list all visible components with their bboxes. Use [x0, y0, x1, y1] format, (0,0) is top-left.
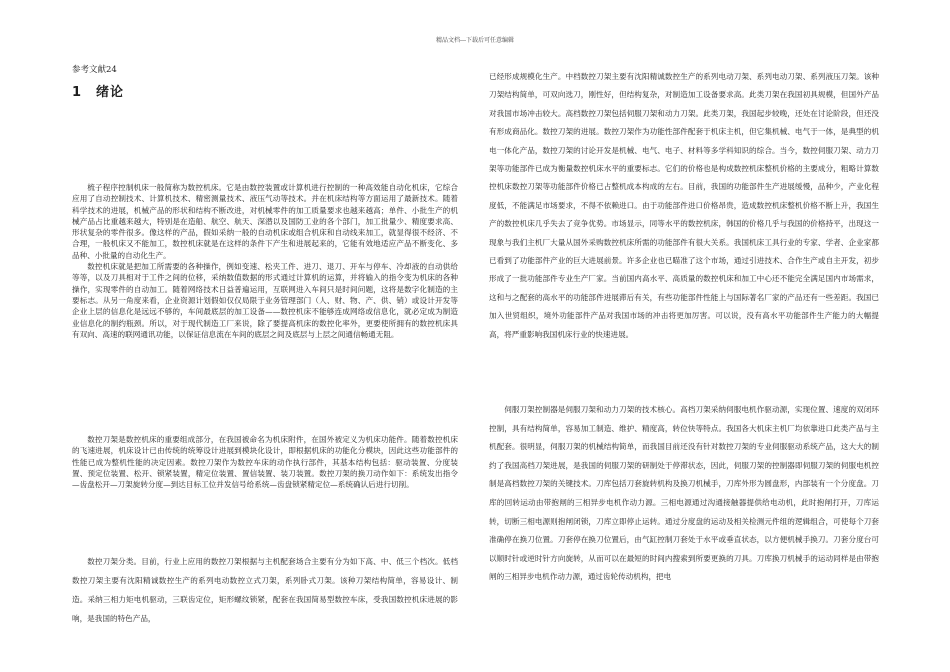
paragraph: 数控刀架分类。目前，行业上应用的数控刀架根据与主机配套场合主要有分为如下高、中、低三个档次。低档数控刀架主要有沈阳精诚数控生产的系列电动数控立式刀架，系列卧式刀架。该种刀架结构简单，容易设计、制造。采纳三相力矩电机驱动，三联齿定位，矩形螺纹锁紧，配套在我国简易型数控车床，受我国数控机床进展的影响，是我国的特色产品， [72, 557, 458, 623]
left-paragraphs-3 [72, 552, 458, 628]
section-title: 绪论 [96, 85, 125, 100]
right-paragraphs-2 [489, 401, 879, 587]
left-paragraphs-2 [72, 434, 458, 490]
paragraph: 已经形成规模化生产。中档数控刀架主要有沈阳精诚数控生产的系列电动刀架、系列电动刀架、系列液压刀架。该种刀架结构简单，可双向选刀，刚性好，但结构复杂，对制造加工设备要求高。此类刀架在我国初具规模，但国外产品对我国市场冲击较大。高档数控刀架包括伺服刀架和动力刀架。此类刀架，我国起步较晚，还处在讨论阶段，但还没有形成商品化。数控刀架的进展。数控刀架作为功能性部件配套于机床主机，但它集机械、电气于一体，是典型的机电一体化产品，数控刀架的讨论开发是机械、电气、电子、材料等多学科知识的综合。当今，数控伺服刀架、动力刀架等功能部件已成为衡量数控机床水平的重要标志。它们的价格也是构成数控机床整机价格的主要成分，粗略计算数控机床数控刀架等功能部件价格已占整机成本构成的左右。目前，我国的功能部件生产进展缓慢，品种少，产业化程度低，不能满足市场要求，不得不依赖进口。由于功能部件进口价格昂贵，造成数控机床整机价格不断上升，我国生产的数控机床几乎失去了竞争优势。市场显示，同等水平的数控机床，韩国的价格几乎与我国的价格持平，出现这一现象与我们主机厂大量从国外采购数控机床所需的功能部件有很大关系。我国机床工具行业的专家、学者、企业家都已看到了功能部件产业的巨大进展前景。许多企业也已瞄准了这个市场，通过引进技术、合作生产或自主开发，初步形成了一批功能部件专业生产厂家。当前国内高水平、高质量的数控机床和加工中心还不能完全满足国内市场需求，这和与之配套的高水平的功能部件进展滞后有关，有些功能部件性能上与国际著名厂家的产品还有一些差距。我国已加入世贸组织，境外功能部件产品对我国市场的冲击将更加厉害。可以说，没有高水平功能部件生产能力的大幅提高，将严重影响我国机床行业的快速进展。 [489, 72, 879, 339]
section-number: 1 [72, 85, 83, 100]
paragraph: 数控机床就是把加工所需要的各种操作，例如变速、松夹工件、进刀、退刀、开车与停车、冷却液的自动供给等等，以及刀具相对于工件之间的位移，采纳数值数据的形式通过计算机的运算，并将输入的指令变为机床的各种操作，实现零件的自动加工。随着网络技术日益普遍运用，互联网进入车间只是时间问题，这将是数字化制造的主要标志。从另一角度来看，企业资源计划假如仅仅局限于业务管理部门（人、财、物、产、供、销）或设计开发等企业上层的信息化是远远不够的，车间最底层的加工设备——数控机床不能够连成网络或信息化，就必定成为制造业信息化的制约瓶颈。所以，对于现代制造工厂来说，除了要提高机床的数控化率外，更要使所拥有的数控机床具有双向、高速的联网通讯功能，以保证信息流在车间的底层之间及底层与上层之间通信畅通无阻。 [72, 262, 458, 339]
page-header: 精品文档---下载后可任意编辑 [435, 37, 515, 44]
left-paragraphs-1 [72, 182, 458, 340]
section-heading [72, 81, 124, 100]
paragraph: 数控刀架是数控机床的重要组成部分，在我国被命名为机床附件，在国外被定义为机床功能件。随着数控机床的飞速进展，机床设计已由传统的统筹设计进展到模块化设计，即根据机床的功能化分模块，因此这些功能部件的性能已成为整机性能的决定因素。数控刀架作为数控车床的动作执行部件，其基本结构包括：驱动装置、分度装置、预定位装置、松开、锁紧装置，精定位装置、置信装置、装刀装置。数控刀架的换刀动作如下：系统发出指令—齿盘松开—刀架旋转分度—到达目标工位并发信号给系统—齿盘锁紧精定位—系统确认后进行切削。 [72, 435, 458, 490]
reference-label: 参考文献24 [72, 65, 117, 75]
paragraph: 梳子程序控制机床一般简称为数控机床。它是由数控装置或计算机进行控制的一种高效能自动化机床，它综合应用了自动控制技术、计算机技术、精密测量技术、液压气动等技术。并在机床结构等方面运用了最新技术。随着科学技术的进展，机械产品的形状和结构不断改进，对机械零件的加工质量要求也越来越高；单件、小批生产的机械产品占比重越来越大，特别是在造船、航空、航天、深潜以及国防工业的各个部门，加工批量少、精度要求高、形状复杂的零件很多。像这样的产品，假如采纳一般的自动机床或组合机床和自动线来加工，就显得很不经济、不合理，一般机床又不能加工，数控机床就是在这样的条件下产生和进展起来的，它能有效地适应产品不断变化、多品种、小批量的自动化生产。 [72, 183, 458, 260]
paragraph: 伺服刀架控制器是伺服刀架和动力刀架的技术核心。高档刀架采纳伺服电机作驱动源，实现位置、速度的双闭环控制，具有结构简单，容易加工制造、维护、精度高，转位快等特点。我国各大机床主机厂均依靠进口此类产品与主机配套。很明显，伺服刀架的机械结构简单，而我国目前还没有针对数控刀架的专业伺服驱动系统产品，这大大的制约了我国高档刀架进展，是我国的伺服刀架的研制处于停滞状态，因此，伺服刀架的控制器即伺服刀架的伺服电机控制是高档数控刀架的关键技术。刀库包括刀套旋转机构及换刀机械手，刀库外形为圆盘形，内部装有一个分度盘。刀库的回转运动由带抱闸的三相异步电机作动力源。三相电源通过沟通接触器提供给电动机，此时抱闸打开，刀库运转，切断三相电源则抱闸闭锁，刀库立即停止运转。通过分度盘的运动及相关检测元件组的逻辑组合，可使每个刀套准确停在换刀位置。刀套停在换刀位置后，由气缸控制刀套处于水平或垂直状态，以方便机械手换刀。刀套分度台可以顺时针或逆时针方向旋转，从而可以在最短的时间内搜索到所要更换的刀具。刀库换刀机械手的运动同样是由带抱闸的三相异步电机作动力源，通过齿轮传动机构，把电 [489, 405, 879, 582]
right-paragraphs-1 [489, 68, 879, 344]
